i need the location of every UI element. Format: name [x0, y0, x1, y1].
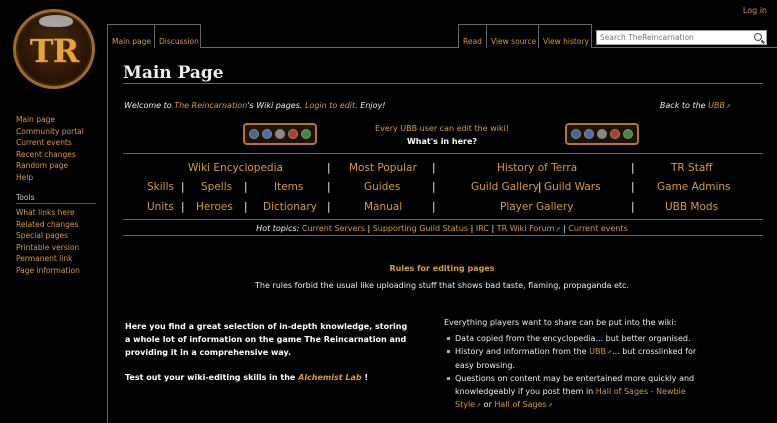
- hot-topics-divider: [123, 235, 763, 236]
- nav-wiki-encyclopedia[interactable]: Wiki Encyclopedia: [188, 162, 283, 174]
- nav-separator: |: [327, 181, 331, 193]
- list-item-text: History and information from the: [455, 347, 590, 356]
- tab-discussion[interactable]: Discussion: [155, 24, 201, 48]
- nav-tr-staff[interactable]: TR Staff: [671, 162, 713, 174]
- nav-separator: |: [631, 181, 635, 193]
- whats-in-here-heading: What's in here?: [406, 137, 478, 146]
- share-list: [444, 332, 714, 412]
- sidebar-item-printable-version[interactable]: Printable version: [16, 242, 80, 252]
- nav-separator: |: [432, 201, 436, 213]
- nav-game-admins[interactable]: Game Admins: [657, 181, 731, 193]
- login-link[interactable]: Log in: [742, 6, 767, 15]
- welcome-line: [124, 101, 385, 110]
- sidebar-tools-heading: Tools: [16, 193, 96, 204]
- hot-topic-supporting-guild-status[interactable]: Supporting Guild Status: [372, 224, 469, 233]
- nav-manual[interactable]: Manual: [364, 201, 403, 213]
- sidebar-item-permanent-link[interactable]: Permanent link: [16, 254, 73, 263]
- site-logo[interactable]: [13, 9, 95, 89]
- nav-separator: |: [244, 181, 248, 193]
- sidebar-item-special-pages[interactable]: Special pages: [16, 231, 69, 240]
- nav-grid-divider: [123, 153, 763, 154]
- alchemist-lab-link[interactable]: Alchemist Lab: [298, 373, 362, 382]
- welcome-text: 's Wiki pages.: [247, 101, 305, 110]
- main-content: [107, 47, 777, 423]
- tab-view-history[interactable]: View history: [539, 24, 592, 48]
- hall-of-sages-link[interactable]: Hall of Sages ⇗: [494, 400, 552, 409]
- lab-text: !: [361, 373, 369, 382]
- tab-view-source[interactable]: View source: [487, 24, 539, 48]
- sidebar-item-page-information[interactable]: Page information: [16, 265, 80, 275]
- sidebar-item-related-changes[interactable]: Related changes: [16, 219, 79, 229]
- nav-guild-gallery[interactable]: Guild Gallery: [471, 181, 540, 193]
- sidebar-item-current-events[interactable]: Current events: [16, 138, 72, 147]
- share-info: [444, 316, 714, 412]
- hot-topic-current-events[interactable]: Current events: [568, 224, 628, 233]
- title-divider: [123, 83, 763, 84]
- sidebar-item-recent-changes[interactable]: Recent changes: [16, 149, 76, 159]
- list-item: [444, 345, 714, 372]
- nav-guild-wars[interactable]: Guild Wars: [544, 181, 601, 193]
- lab-text: Test out your wiki-editing skills in the: [125, 373, 299, 382]
- nav-separator: |: [181, 201, 185, 213]
- hot-topic-irc[interactable]: IRC: [475, 224, 489, 233]
- search-input[interactable]: [597, 31, 747, 44]
- sidebar: [16, 114, 98, 276]
- hot-topic-separator: |: [560, 224, 569, 233]
- nav-most-popular[interactable]: Most Popular: [349, 162, 417, 174]
- nav-separator: |: [327, 162, 331, 174]
- ubb-link[interactable]: UBB ⇗: [589, 347, 612, 356]
- nav-spells[interactable]: Spells: [201, 181, 233, 193]
- nav-separator: |: [538, 181, 542, 193]
- list-item: [444, 372, 714, 412]
- nav-ubb-mods[interactable]: UBB Mods: [665, 201, 719, 213]
- sidebar-item-community-portal[interactable]: Community portal: [16, 126, 84, 136]
- search-box: [596, 30, 767, 45]
- tab-main-page[interactable]: Main page: [107, 24, 155, 48]
- intro-text: Here you find a great selection of in-depth knowledge, storing a whole lot of information on the game The Reincarnation and providing it in a comprehensive way.: [125, 322, 408, 357]
- hot-topic-current-servers[interactable]: Current Servers: [301, 224, 365, 233]
- ubb-link[interactable]: UBB ⇗: [708, 101, 731, 110]
- nav-heroes[interactable]: Heroes: [196, 201, 233, 213]
- logo-text: TR: [29, 32, 79, 70]
- nav-history-of-terra[interactable]: History of Terra: [497, 162, 578, 174]
- hot-topic-separator: |: [364, 224, 373, 233]
- nav-separator: |: [631, 162, 635, 174]
- the-reincarnation-link[interactable]: The Reincarnation: [174, 101, 248, 110]
- hot-topic-tr-wiki-forum[interactable]: TR Wiki Forum ⇗: [497, 224, 561, 233]
- back-text: Back to the: [659, 101, 709, 110]
- nav-grid-divider: [123, 219, 763, 220]
- welcome-text: Welcome to: [124, 101, 175, 110]
- hot-topics: [108, 224, 776, 233]
- alchemist-lab-line: [125, 373, 368, 382]
- nav-player-gallery[interactable]: Player Gallery: [500, 201, 574, 213]
- nav-separator: |: [432, 162, 436, 174]
- sidebar-item-what-links-here[interactable]: What links here: [16, 208, 75, 217]
- rules-title: Rules for editing pages: [389, 264, 495, 273]
- hot-topic-separator: |: [468, 224, 476, 233]
- nav-separator: |: [327, 201, 331, 213]
- nav-guides[interactable]: Guides: [364, 181, 401, 193]
- nav-skills[interactable]: Skills: [147, 181, 174, 193]
- list-item-text: ... but crosslinked for easy browsing.: [455, 347, 697, 370]
- sidebar-item-help[interactable]: Help: [16, 172, 34, 182]
- list-item: Data copied from the encyclopedia... but better organised.: [444, 332, 714, 345]
- nav-dictionary[interactable]: Dictionary: [263, 201, 317, 213]
- sidebar-item-main-page[interactable]: Main page: [16, 115, 56, 124]
- nav-items[interactable]: Items: [274, 181, 304, 193]
- rules-text: The rules forbid the usual like uploading stuff that shows bad taste, flaming, propaganda etc.: [254, 281, 629, 290]
- tab-read[interactable]: Read: [458, 24, 487, 48]
- back-to-ubb: [660, 101, 731, 110]
- page-title: Main Page: [123, 63, 224, 83]
- welcome-text: . Enjoy!: [355, 101, 386, 110]
- list-item-text: or: [481, 400, 495, 409]
- nav-separator: |: [244, 201, 248, 213]
- hot-topics-label: Hot topics:: [256, 224, 300, 233]
- hall-of-sages-newbie-link[interactable]: Hall of Sages - Newbie Style ⇗: [455, 387, 686, 409]
- sidebar-item-random-page[interactable]: Random page: [16, 161, 69, 170]
- login-to-edit-link[interactable]: Login to edit: [304, 101, 356, 110]
- hot-topic-separator: |: [488, 224, 497, 233]
- list-item-text: Questions on content may be entertained more quickly and knowledgeably if you post them in: [455, 374, 695, 396]
- share-intro: Everything players want to share can be put into the wiki:: [444, 318, 677, 327]
- nav-separator: |: [432, 181, 436, 193]
- nav-separator: |: [631, 201, 635, 213]
- ubb-edit-notice[interactable]: Every UBB user can edit the wiki!: [375, 124, 509, 133]
- nav-separator: |: [181, 181, 185, 193]
- bird-emblem-icon: [39, 15, 73, 27]
- search-icon[interactable]: [754, 33, 762, 41]
- nav-units[interactable]: Units: [147, 201, 174, 213]
